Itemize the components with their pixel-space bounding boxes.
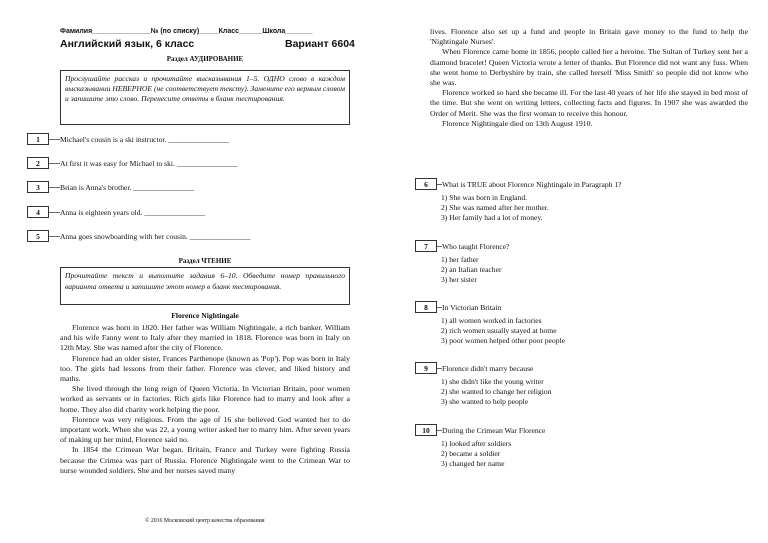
reading-instruction: Прочитайте текст и выполните задания 6–10. Обведите номер правильного варианта ответа и запишите этот номер в бланк тестирования. [60, 267, 350, 305]
question-number: 8 [415, 301, 437, 313]
question-number: 5 [27, 230, 49, 242]
answer-option[interactable]: 1) She was born in England. [441, 193, 528, 202]
answer-options [441, 377, 552, 407]
subject-title: Английский язык, 6 класс [60, 38, 195, 50]
answer-option[interactable]: 1) all women worked in factories [441, 316, 542, 325]
student-info-line: Фамилия_______________№ (по списку)_____Класс______Школа_______ [60, 28, 313, 35]
listening-statement: Michael's cousin is a ski instructor. ________________ [60, 135, 230, 144]
reading-section-title: Раздел ЧТЕНИЕ [178, 257, 232, 265]
listening-statement: Brian is Anna's brother. ________________ [60, 183, 195, 192]
paragraph: lives. Florence also set up a fund and people in Britain gave money to the fund to help the 'Nightingale Nurses'. [430, 27, 748, 47]
question-stem: In Victorian Britain [442, 303, 502, 312]
question-number: 4 [27, 206, 49, 218]
question-number: 1 [27, 133, 49, 145]
answer-option[interactable]: 3) her sister [441, 275, 477, 284]
answer-options [441, 193, 549, 223]
answer-options [441, 439, 511, 469]
answer-options [441, 316, 565, 346]
variant-label: Вариант 6604 [285, 38, 355, 50]
answer-option[interactable]: 2) She was named after her mother. [441, 203, 549, 212]
listening-section-title: Раздел АУДИРОВАНИЕ [166, 55, 244, 63]
copyright-footer: © 2016 Московский центр качества образования [145, 518, 265, 524]
question-number: 10 [415, 424, 437, 436]
answer-option[interactable]: 2) became a soldier [441, 449, 501, 458]
listening-statement: Anna goes snowboarding with her cousin. ________________ [60, 232, 251, 241]
question-stem: What is TRUE about Florence Nightingale in Paragraph 1? [442, 180, 622, 189]
question-number: 7 [415, 240, 437, 252]
paragraph: Florence Nightingale died on 13th August 1910. [442, 118, 593, 128]
answer-option[interactable]: 3) Her family had a lot of money. [441, 213, 543, 222]
question-number: 9 [415, 362, 437, 374]
answer-options [441, 255, 502, 285]
listening-instruction: Прослушайте рассказ и прочитайте высказывания 1–5. ОДНО слово в каждом высказывании НЕВЕРНОЕ (не соответствует тексту). Замените его верным словом и запишите это слово. Перенесите ответы в бланк тестирования. [60, 70, 350, 125]
question-stem: During the Crimean War Florence [442, 426, 546, 435]
answer-option[interactable]: 3) changed her name [441, 459, 505, 468]
reading-text-left [60, 323, 350, 476]
paragraph: When Florence came home in 1856, people called her a heroine. The Sultan of Turkey sent her a diamond bracelet! Queen Victoria wrote a letter of thanks. But Florence did not want any fuss. When she went home to Derbyshire by train, she called herself 'Miss Smith' so people did not know who she was. [430, 47, 748, 88]
answer-option[interactable]: 2) an Italian teacher [441, 265, 502, 274]
answer-option[interactable]: 2) she wanted to change her religion [441, 387, 552, 396]
listening-statement: Anna is eighteen years old. ________________ [60, 208, 206, 217]
question-number: 2 [27, 157, 49, 169]
listening-statement: At first it was easy for Michael to ski. ________________ [60, 159, 238, 168]
answer-option[interactable]: 1) her father [441, 255, 479, 264]
answer-option[interactable]: 3) poor women helped other poor people [441, 336, 565, 345]
answer-option[interactable]: 1) looked after soldiers [441, 439, 512, 448]
answer-option[interactable]: 3) she wanted to help people [441, 397, 529, 406]
paragraph: She lived through the long reign of Queen Victoria. In Victorian Britain, poor women worked as servants or in factories. Rich girls like Florence had to marry and look after a home. They also did charity work helping the poor. [60, 384, 350, 414]
paragraph: Florence had an older sister, Frances Parthenope (known as 'Pop'). Pop was born in Italy too. The girls had lessons from their father. Florence was clever, and liked history and maths. [60, 353, 350, 384]
text-title: Florence Nightingale [171, 311, 239, 320]
question-number: 6 [415, 178, 437, 190]
paragraph: Florence worked so hard she became ill. For the last 40 years of her life she stayed in bed most of the time. But she went on writing letters, collecting facts and figures. In 1907 she was awarded the Order of Merit. She was the first woman to receive this honour. [430, 88, 748, 118]
answer-option[interactable]: 1) she didn't like the young writer [441, 377, 544, 386]
question-stem: Who taught Florence? [442, 242, 510, 251]
paragraph: In 1854 the Crimean War began. Britain, France and Turkey were fighting Russia because the Crimea was part of Russia. Florence Nightingale went to the Crimean War to nurse wounded soldiers. She and her nurses saved many [60, 445, 350, 475]
paragraph: Florence was born in 1820. Her father was William Nightingale, a rich banker. William and his wife Fanny went to Italy after they married in 1818. Florence was born in Italy on 12th May. She was named after the city of Florence. [60, 323, 350, 353]
reading-text-right [430, 27, 748, 129]
question-number: 3 [27, 181, 49, 193]
answer-option[interactable]: 2) rich women usually stayed at home [441, 326, 557, 335]
question-stem: Florence didn't marry because [442, 364, 534, 373]
paragraph: Florence was very religious. From the age of 16 she believed God wanted her to do important work. When she was 22, a young writer asked her to marry him. After seven years of making up her mind, Florence said no. [60, 414, 350, 445]
